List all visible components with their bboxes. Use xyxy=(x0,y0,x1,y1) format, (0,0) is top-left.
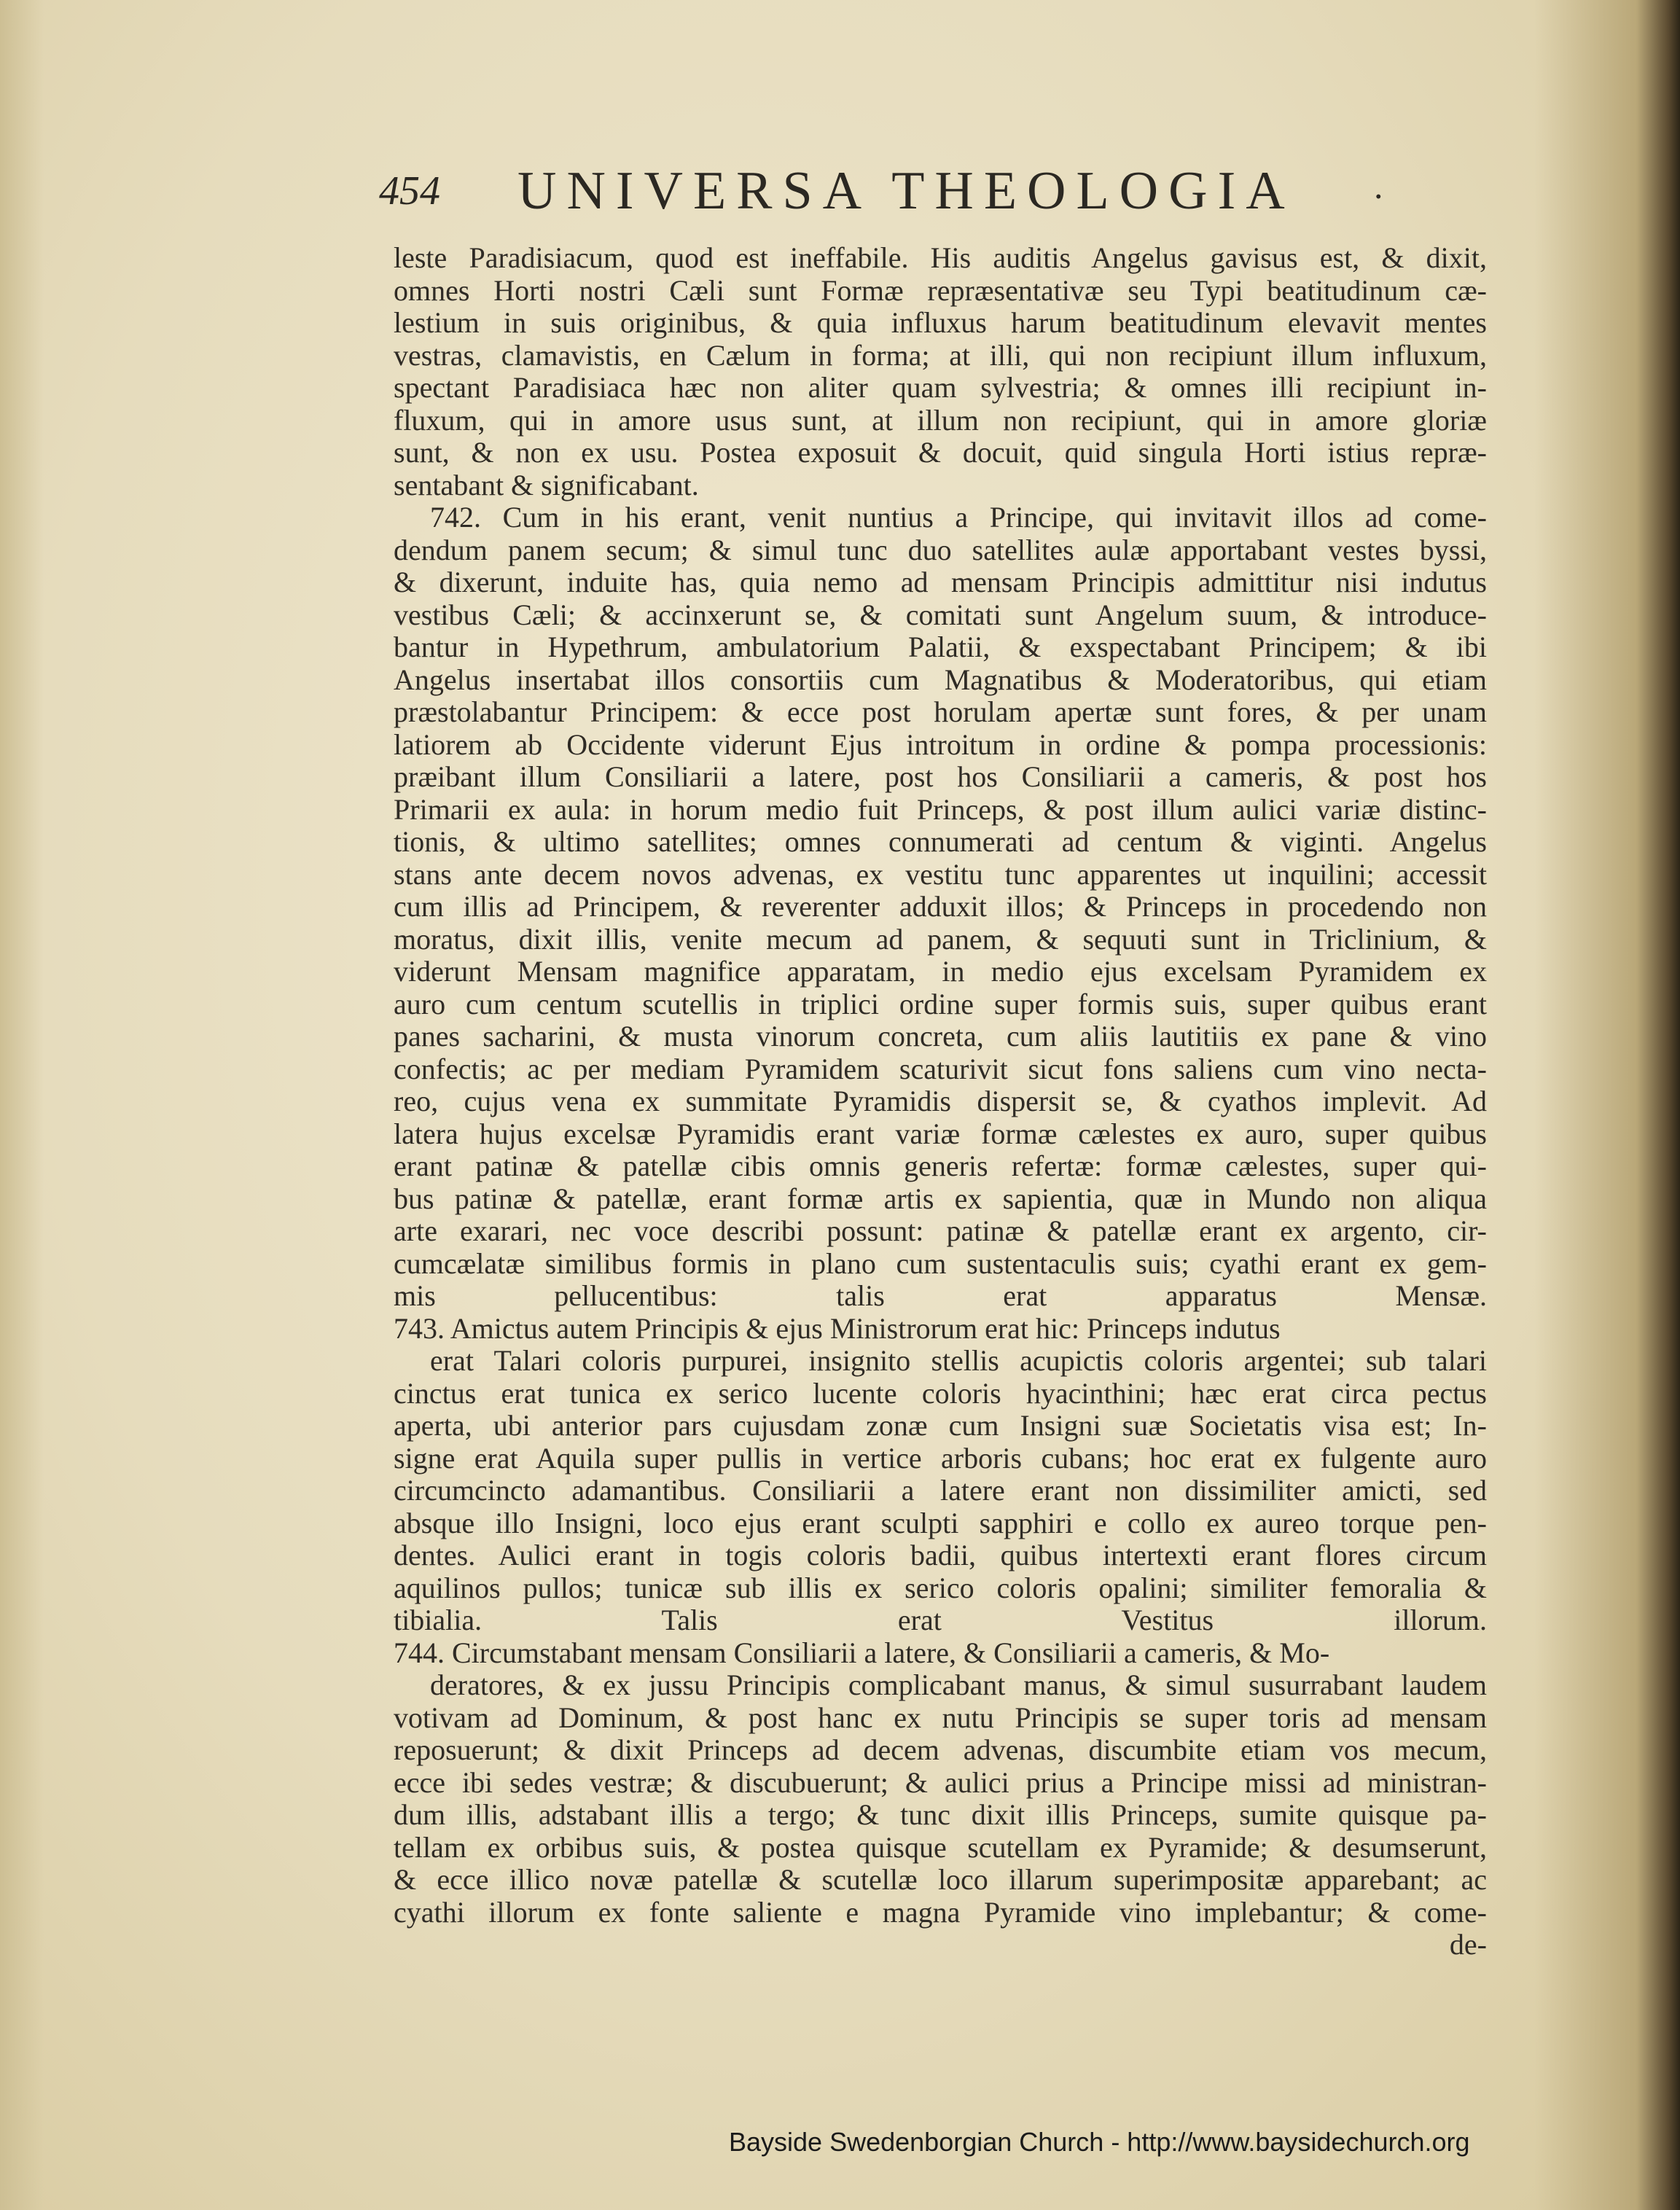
text-line: erat Talari coloris purpurei, insignito stellis acupictis coloris argentei; sub talari xyxy=(430,1345,1487,1377)
text-line: latera hujus excelsæ Pyramidis erant variæ formæ cælestes ex auro, super quibus xyxy=(394,1117,1487,1150)
text-line: reo, cujus vena ex summitate Pyramidis dispersit se, & cyathos implevit. Ad xyxy=(394,1085,1487,1117)
text-line: tibialia. Talis erat Vestitus illorum. xyxy=(394,1604,1487,1636)
text-line: moratus, dixit illis, venite mecum ad panem, & sequuti sunt in Triclinium, & xyxy=(394,923,1487,956)
text-line: latiorem ab Occidente viderunt Ejus introitum in ordine & pompa processionis: xyxy=(394,728,1487,761)
text-line: erant patinæ & patellæ cibis omnis generis refertæ: formæ cælestes, super qui- xyxy=(394,1150,1487,1182)
text-line: panes sacharini, & musta vinorum concreta, cum aliis lautitiis ex pane & vino xyxy=(394,1020,1487,1053)
text-line: sunt, & non ex usu. Postea exposuit & docuit, quid singula Horti istius repræ- xyxy=(394,437,1487,469)
text-line: bus patinæ & patellæ, erant formæ artis ex sapientia, quæ in Mundo non aliqua xyxy=(394,1182,1487,1215)
text-line: & ecce illico novæ patellæ & scutellæ loco illarum superimpositæ apparebant; ac xyxy=(394,1864,1487,1896)
text-line: votivam ad Dominum, & post hanc ex nutu Principis se super toris ad mensam xyxy=(394,1701,1487,1734)
text-line: aquilinos pullos; tunicæ sub illis ex serico coloris opalini; similiter femoralia & xyxy=(394,1571,1487,1604)
catchword: de- xyxy=(1449,1929,1487,1961)
text-line: dendum panem secum; & simul tunc duo satellites aulæ apportabant vestes byssi, xyxy=(394,534,1487,566)
text-line: bantur in Hypethrum, ambulatorium Palatii, & exspectabant Principem; & ibi xyxy=(394,631,1487,663)
watermark: Bayside Swedenborgian Church - http://www.baysidechurch.org xyxy=(729,2127,1470,2157)
text-line: fluxum, qui in amore usus sunt, at illum non recipiunt, qui in amore gloriæ xyxy=(394,404,1487,437)
text-line: Angelus insertabat illos consortiis cum Magnatibus & Moderatoribus, qui etiam xyxy=(394,663,1487,696)
page-header xyxy=(379,160,1472,226)
text-line: reposuerunt; & dixit Princeps ad decem advenas, discumbite etiam vos mecum, xyxy=(394,1734,1487,1766)
text-line: tellam ex orbibus suis, & postea quisque scutellam ex Pyramide; & desumserunt, xyxy=(394,1831,1487,1864)
text-line: stans ante decem novos advenas, ex vestitu tunc apparentes ut inquilini; accessit xyxy=(394,858,1487,891)
text-line: & dixerunt, induite has, quia nemo ad mensam Principis admittitur nisi indutus xyxy=(394,566,1487,598)
text-line: signe erat Aquila super pullis in vertice arboris cubans; hoc erat ex fulgente auro xyxy=(394,1442,1487,1475)
text-line: dentes. Aulici erant in togis coloris badii, quibus intertexti erant flores circum xyxy=(394,1539,1487,1571)
text-line: aperta, ubi anterior pars cujusdam zonæ cum Insigni suæ Societatis visa est; In- xyxy=(394,1410,1487,1442)
header-mark: . xyxy=(1374,165,1383,206)
text-line: 744. Circumstabant mensam Consiliarii a latere, & Consiliarii a cameris, & Mo- xyxy=(394,1636,1330,1669)
text-line: 742. Cum in his erant, venit nuntius a Principe, qui invitavit illos ad come- xyxy=(430,501,1487,534)
text-line: cum illis ad Principem, & reverenter adduxit illos; & Princeps in procedendo non xyxy=(394,891,1487,923)
text-line: ecce ibi sedes vestræ; & discubuerunt; & aulici prius a Principe missi ad ministran- xyxy=(394,1766,1487,1799)
text-line: lestium in suis originibus, & quia influxus harum beatitudinum elevavit mentes xyxy=(394,307,1487,339)
text-line: Primarii ex aula: in horum medio fuit Princeps, & post illum aulici variæ distinc- xyxy=(394,793,1487,826)
text-line: 743. Amictus autem Principis & ejus Ministrorum erat hic: Princeps indutus xyxy=(394,1312,1281,1345)
text-line: tionis, & ultimo satellites; omnes connumerati ad centum & viginti. Angelus xyxy=(394,826,1487,858)
body-text xyxy=(394,242,1487,1961)
text-line: cumcælatæ similibus formis in plano cum sustentaculis suis; cyathi erant ex gem- xyxy=(394,1247,1487,1280)
text-line: leste Paradisiacum, quod est ineffabile. His auditis Angelus gavisus est, & dixit, xyxy=(394,242,1487,274)
running-title: UNIVERSA THEOLOGIA xyxy=(517,161,1295,221)
text-line: confectis; ac per mediam Pyramidem scaturivit sicut fons saliens cum vino nectа- xyxy=(394,1053,1487,1085)
page-number: 454 xyxy=(379,168,440,214)
text-line: spectant Paradisiaca hæc non aliter quam sylvestria; & omnes illi recipiunt in- xyxy=(394,372,1487,404)
text-line: absque illo Insigni, loco ejus erant sculpti sapphiri e collo ex aureo torque pen- xyxy=(394,1507,1487,1539)
text-line: præibant illum Consiliarii a latere, post hos Consiliarii a cameris, & post hos xyxy=(394,761,1487,793)
text-line: vestibus Cæli; & accinxerunt se, & comitati sunt Angelum suum, & introduce- xyxy=(394,598,1487,631)
text-line: deratores, & ex jussu Principis complicabant manus, & simul susurrabant laudem xyxy=(430,1669,1487,1701)
text-line: præstolabantur Principem: & ecce post horulam apertæ sunt fores, & per unam xyxy=(394,696,1487,728)
text-line: mis pellucentibus: talis erat apparatus Mensæ. xyxy=(394,1280,1487,1312)
text-line: omnes Horti nostri Cæli sunt Formæ repræsentativæ seu Typi beatitudinum cæ- xyxy=(394,274,1487,307)
page-gutter-shadow xyxy=(0,0,44,2210)
text-line: cyathi illorum ex fonte saliente e magna Pyramide vino implebantur; & come- xyxy=(394,1896,1487,1929)
text-line: vestras, clamavistis, en Cælum in forma; at illi, qui non recipiunt illum influxum, xyxy=(394,339,1487,372)
text-line: dum illis, adstabant illis a tergo; & tunc dixit illis Princeps, sumite quisque pa- xyxy=(394,1799,1487,1831)
text-line: circumcincto adamantibus. Consiliarii a latere erant non dissimiliter amicti, sed xyxy=(394,1475,1487,1507)
text-line: sentabant & significabant. xyxy=(394,469,699,501)
text-line: arte exarari, nec voce describi possunt: patinæ & patellæ erant ex argento, cir- xyxy=(394,1215,1487,1247)
text-line: auro cum centum scutellis in triplici ordine super formis suis, super quibus erant xyxy=(394,988,1487,1020)
text-line: viderunt Mensam magnifice apparatam, in medio ejus excelsam Pyramidem ex xyxy=(394,956,1487,988)
text-line: cinctus erat tunica ex serico lucente coloris hyacinthini; hæc erat circa pectus xyxy=(394,1377,1487,1410)
page-edge-shadow xyxy=(1534,0,1680,2210)
